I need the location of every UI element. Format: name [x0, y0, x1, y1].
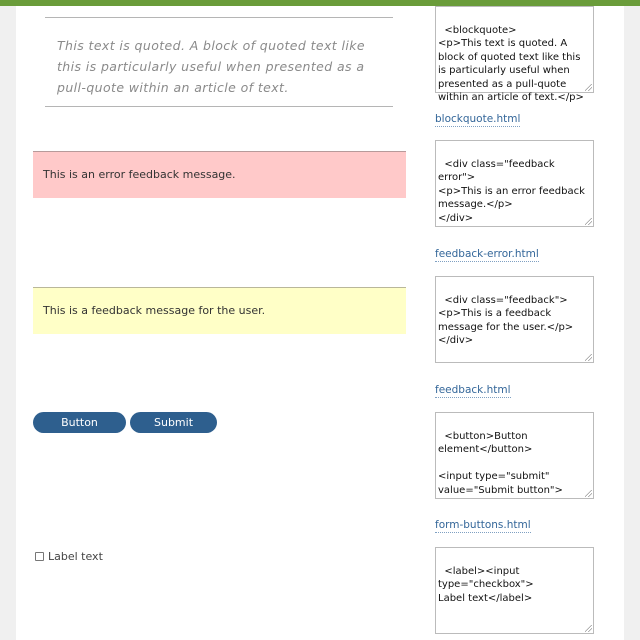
submit-button[interactable]: Submit button — [130, 412, 217, 433]
blockquote-code: <blockquote> <p>This text is quoted. A block of quoted text like this is particularly useful when presented as a pull-quote within an article of text.</p> — [438, 24, 584, 103]
button-element[interactable]: Button element — [33, 412, 126, 433]
feedback-error-code: <div class="feedback error"> <p>This is an error feedback message.</p> </div> — [438, 158, 585, 224]
checkbox-code-textarea[interactable] — [435, 547, 594, 634]
blockquote-file-link[interactable]: blockquote.html — [435, 113, 521, 125]
feedback-file-link[interactable]: feedback.html — [435, 384, 511, 396]
blockquote-example — [45, 17, 393, 107]
checkbox-label-text: Label text — [48, 550, 103, 563]
blockquote-code-textarea[interactable] — [435, 6, 594, 103]
error-feedback-message — [33, 151, 406, 198]
checkbox-label[interactable] — [35, 550, 103, 563]
form-buttons-file-link[interactable]: form-buttons.html — [435, 519, 531, 531]
resize-grip-icon[interactable] — [585, 354, 592, 361]
error-feedback-text: This is an error feedback message. — [43, 168, 236, 181]
feedback-text: This is a feedback message for the user. — [43, 304, 266, 317]
feedback-error-code-textarea[interactable] — [435, 140, 594, 227]
feedback-error-file-link[interactable]: feedback-error.html — [435, 248, 539, 260]
resize-grip-icon[interactable] — [585, 218, 592, 225]
blockquote-text: This text is quoted. A block of quoted text like this is particularly useful when presented as a pull-quote within an article of text. — [57, 38, 365, 95]
checkbox-code: <label><input type="checkbox"> Label text</label> — [438, 565, 534, 604]
feedback-message — [33, 287, 406, 334]
feedback-code-textarea[interactable] — [435, 276, 594, 363]
checkbox-input[interactable] — [35, 552, 44, 561]
resize-grip-icon[interactable] — [585, 84, 592, 91]
resize-grip-icon[interactable] — [585, 625, 592, 632]
form-buttons-code-textarea[interactable] — [435, 412, 594, 499]
resize-grip-icon[interactable] — [585, 490, 592, 497]
feedback-code: <div class="feedback"> <p>This is a feedback message for the user.</p> </div> — [438, 294, 574, 346]
form-buttons-code: <button>Button element</button> <input type="submit" value="Submit button"> — [438, 430, 563, 496]
